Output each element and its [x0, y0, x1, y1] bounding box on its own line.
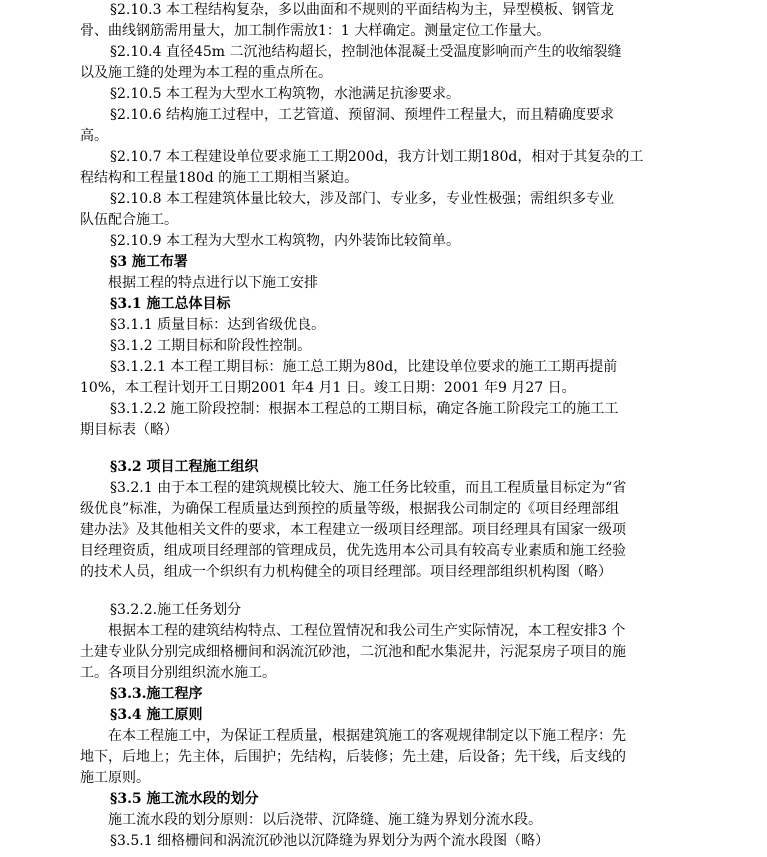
paragraph-line: §2.10.7 本工程建设单位要求施工工期200d，我方计划工期180d，相对于其复杂的工	[110, 149, 644, 165]
paragraph-line: §2.10.4 直径45m 二沉池结构超长，控制池体混凝土受温度影响而产生的收缩裂缝	[110, 44, 622, 60]
paragraph-line: §3.1.1 质量目标：达到省级优良。	[110, 317, 326, 333]
paragraph-line: 骨、曲线钢筋需用量大，加工制作需放1：1 大样确定。测量定位工作量大。	[80, 23, 551, 39]
paragraph-line: §2.10.3 本工程结构复杂，多以曲面和不规则的平面结构为主，异型模板、钢管龙	[110, 2, 614, 18]
section-heading: §3.4 施工原则	[110, 707, 203, 723]
paragraph-line: §3.5.1 细格栅间和涡流沉砂池以沉降缝为界划分为两个流水段图（略）	[110, 833, 550, 849]
paragraph-line: 施工原则。	[80, 770, 150, 786]
paragraph-line: 队伍配合施工。	[80, 212, 178, 228]
paragraph-line: §2.10.9 本工程为大型水工构筑物，内外装饰比较简单。	[110, 233, 460, 249]
paragraph-line: §2.10.6 结构施工过程中，工艺管道、预留洞、预埋件工程量大，而且精确度要求	[110, 107, 614, 123]
paragraph-line: §3.1.2.1 本工程工期目标：施工总工期为80d，比建设单位要求的施工工期再提前	[110, 359, 618, 375]
paragraph-line: 以及施工缝的处理为本工程的重点所在。	[80, 65, 332, 81]
section-heading: §3.1 施工总体目标	[110, 296, 231, 312]
paragraph-line: 土建专业队分别完成细格栅间和涡流沉砂池，二沉池和配水集泥井，污泥泵房子项目的施	[80, 644, 626, 660]
section-heading: §3.5 施工流水段的划分	[110, 791, 259, 807]
paragraph-line: 建办法》及其他相关文件的要求，本工程建立一级项目经理部。项目经理具有国家一级项	[80, 522, 626, 538]
paragraph-line: 目经理资质，组成项目经理部的管理成员，优先选用本公司具有较高专业素质和施工经验	[80, 543, 626, 559]
section-heading: §3 施工布署	[110, 254, 188, 270]
paragraph-line: 根据工程的特点进行以下施工安排	[108, 275, 318, 291]
paragraph-line: §2.10.5 本工程为大型水工构筑物，水池满足抗渗要求。	[110, 86, 460, 102]
paragraph-line: §3.2.1 由于本工程的建筑规模比较大、施工任务比较重，而且工程质量目标定为“省	[110, 480, 627, 496]
paragraph-line: 根据本工程的建筑结构特点、工程位置情况和我公司生产实际情况，本工程安排3 个	[108, 623, 626, 639]
section-heading: §3.2.2.施工任务划分	[110, 602, 242, 618]
paragraph-line: 施工流水段的划分原则：以后浇带、沉降缝、施工缝为界划分流水段。	[108, 812, 542, 828]
paragraph-line: 高。	[80, 128, 108, 144]
paragraph-line: 的技术人员，组成一个织织有力机构健全的项目经理部。项目经理部组织机构图（略）	[80, 564, 612, 580]
paragraph-line: 工。各项目分别组织流水施工。	[80, 665, 276, 681]
paragraph-line: 级优良”标准，为确保工程质量达到预控的质量等级，根据我公司制定的《项目经理部组	[80, 501, 620, 517]
section-heading: §3.3.施工程序	[110, 686, 203, 702]
paragraph-line: 地下，后地上；先主体，后围护；先结构，后装修；先土建，后设备；先干线，后支线的	[80, 749, 626, 765]
section-heading: §3.2 项目工程施工组织	[110, 459, 259, 475]
paragraph-line: 期目标表（略）	[80, 422, 178, 438]
paragraph-line: §3.1.2 工期目标和阶段性控制。	[110, 338, 312, 354]
paragraph-line: 程结构和工程量180d 的施工工期相当紧迫。	[80, 170, 359, 186]
paragraph-line: §3.1.2.2 施工阶段控制：根据本工程总的工期目标，确定各施工阶段完工的施工工	[110, 401, 619, 417]
paragraph-line: 在本工程施工中，为保证工程质量，根据建筑施工的客观规律制定以下施工程序：先	[108, 728, 626, 744]
paragraph-line: §2.10.8 本工程建筑体量比较大，涉及部门、专业多，专业性极强；需组织多专业	[110, 191, 614, 207]
paragraph-line: 10%，本工程计划开工日期2001 年4 月1 日。竣工日期：2001 年9 月27 日。	[80, 380, 576, 396]
